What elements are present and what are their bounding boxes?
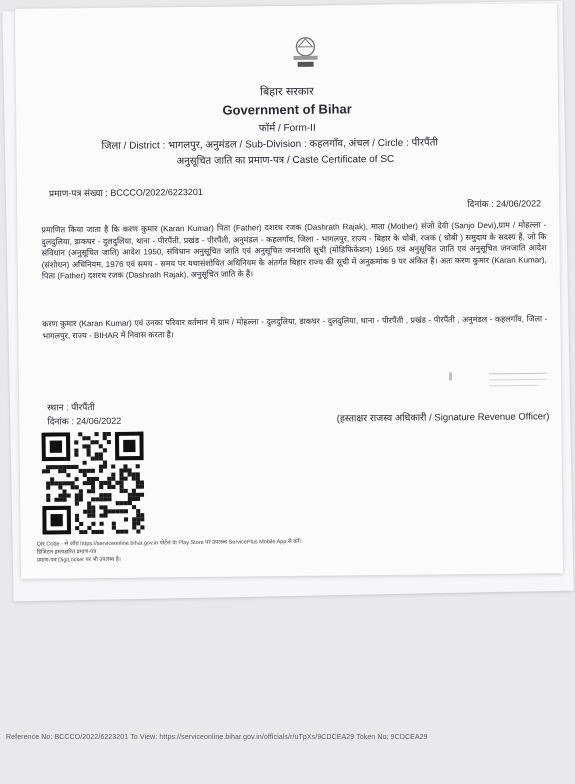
verification-qr-code[interactable] <box>41 432 144 535</box>
signature-date: दिनांक : 24/06/2022 <box>47 415 122 427</box>
district-line: जिला / District : भागलपुर, अनुमंडल / Sub-Division : कहलगाँव, अंचल / Circle : पीरपैंती <box>101 137 439 152</box>
certificate-type: अनुसूचित जाति का प्रमाण-पत्र / Caste Certificate of SC <box>176 153 395 168</box>
qr-verification-note <box>37 536 457 564</box>
form-title: फॉर्म / Form-II <box>258 122 316 135</box>
bihar-emblem-icon <box>285 34 325 70</box>
qr-note-line: QR Code - से जाँच https://serviceonline.bihar.gov.in पोर्टल या Play Store पर उपलब्ध ServicePlus Mobile App से करें। <box>36 538 302 548</box>
reference-footer: Reference No: BCCCO/2022/6223201 To View: https://serviceonline.bihar.gov.in/officials/r/uTpXs/9CDCEA29 Token No: 9CDCEA29 <box>6 734 428 741</box>
qr-note-line: प्रमाण-पत्र DigiLocker पर भी उपलब्ध है। <box>36 556 121 564</box>
government-title: Government of Bihar <box>222 101 352 118</box>
residence-paragraph: करण कुमार (Karan Kumar) एवं उनका परिवार वर्तमान में ग्राम / मोहल्ला - दुलदुलिया, डाकघर - दुलदुलिया, थाना - पीरपैंती , प्रखंड - पीरपैंती , अनुमंडल - कहलगाँव, जिला - भागलपुर, राज्य - BIHAR में निवास करता है। <box>42 314 548 341</box>
certificate-document <box>15 3 563 579</box>
certificate-body-paragraph: प्रमाणित किया जाता है कि करण कुमार (Karan Kumar) पिता (Father) दशरथ रजक (Dashrath Rajak), माता (Mother) संजो देवी (Sanjo Devi),ग्राम / मोहल्ला - दुलदुलिया, डाकघर - दुलदुलिया, थाना - पीरपैंती, प्रखंड - पीरपैंती, अनुमंडल - कहलगाँव, जिला - भागलपुर, राज्य - बिहार के धोबी, रजक ( धोबी ) समुदाय के सदस्य हैं, जो कि संविधान (अनुसूचित जाति) आदेश 1950, संविधान अनुसूचित जाति एवं अनुसूचित जनजाति सूची (मोडिफिकेशन) 1965 एवं अनुसूचित जाति एवं अनुसूचित जनजाति आदेश (संशोधन) अधिनियम, 1976 एवं समय - समय पर यथासंशोधित अधिनियम के अंतर्गत बिहार राज्य की सूची में अनुक्रमांक 9 पर अंकित है। अतः करण कुमार (Karan Kumar), पिता (Father) दशरथ रजक (Dashrath Rajak), अनुसूचित जाति के हैं। <box>41 220 547 281</box>
issue-date: दिनांक : 24/06/2022 <box>467 198 542 210</box>
hindi-government-title: बिहार सरकार <box>260 84 314 99</box>
qr-note-line: डिजिटल हस्ताक्षरित प्रमाण-पत्र <box>36 549 97 556</box>
signature-revenue-officer-label: (हस्ताक्षर राजस्व अधिकारी / Signature Revenue Officer) <box>336 411 550 425</box>
place-label: स्थान : पीरपैंती <box>47 402 95 413</box>
certificate-number: प्रमाण-पत्र संख्या : BCCCO/2022/6223201 <box>48 186 203 199</box>
digital-signature-stamp <box>449 369 549 392</box>
